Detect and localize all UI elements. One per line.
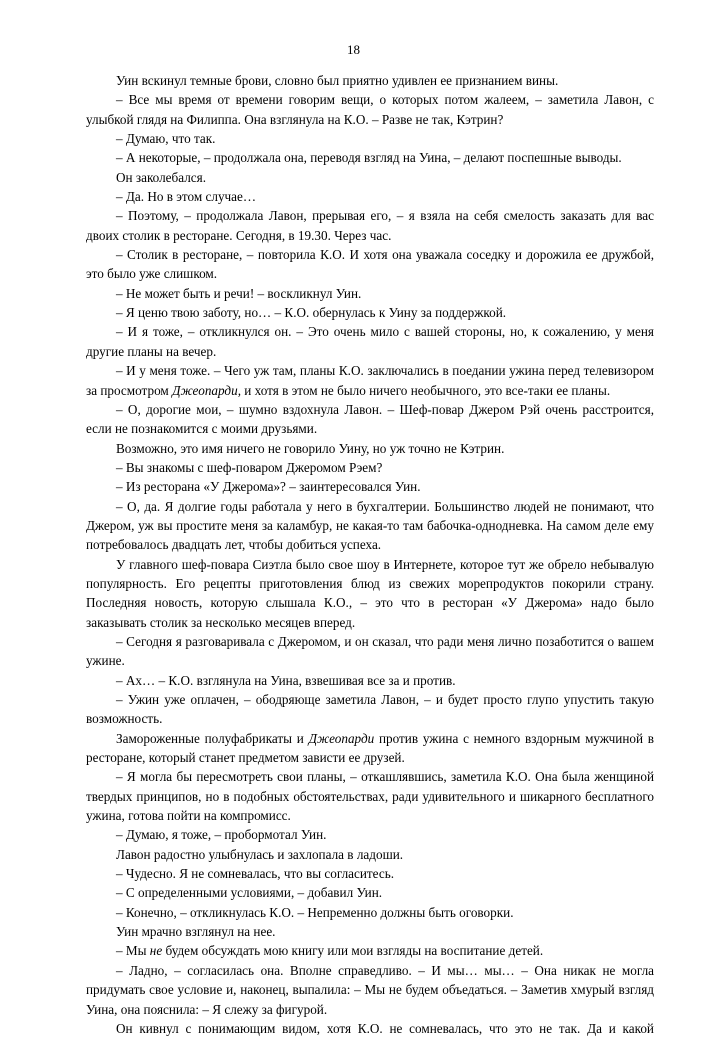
paragraph: – Я ценю твою заботу, но… – К.О. обернулась к Уину за поддержкой.: [116, 305, 507, 321]
paragraph: Лавон радостно улыбнулась и захлопала в ладоши.: [116, 846, 404, 862]
paragraph: – Думаю, я тоже, – пробормотал Уин.: [116, 827, 327, 843]
paragraph-text: – И у меня тоже. – Чего уж там, планы К.О. заключались в поедании ужина перед телевизором за просмотром: [86, 363, 654, 398]
paragraph: – С определенными условиями, – добавил Уин.: [116, 885, 383, 901]
paragraph: – Из ресторана «У Джерома»? – заинтересовался Уин.: [116, 479, 421, 495]
paragraph: Возможно, это имя ничего не говорило Уину, но уж точно не Кэтрин.: [116, 440, 505, 456]
body-text: [86, 71, 654, 1038]
paragraph-text: – Мы: [116, 943, 150, 959]
paragraph: – Не может быть и речи! – воскликнул Уин.: [116, 285, 362, 301]
paragraph: [86, 729, 654, 768]
paragraph: – Конечно, – откликнулась К.О. – Непременно должны быть оговорки.: [116, 904, 514, 920]
paragraph: – Вы знакомы с шеф-поваром Джеромом Рэем?: [116, 459, 383, 475]
paragraph: Уин вскинул темные брови, словно был приятно удивлен ее признанием вины.: [116, 73, 559, 88]
italic-text: Джеопарди,: [172, 382, 241, 398]
paragraph: – Столик в ресторане, – повторила К.О. И хотя она уважала соседку и дорожила ее дружбой, это было уже слишком.: [86, 247, 654, 282]
paragraph: Он кивнул с понимающим видом, хотя К.О. не сомневалась, что это не так. Да и какой: [116, 1020, 654, 1036]
paragraph: – Ладно, – согласилась она. Вполне справедливо. – И мы… мы… – Она никак не могла придумать свое условие и, наконец, выпалила: – Мы не будем объедаться. – Заметив хмурый взгляд Уина, она пояснила: – Я слежу за фигурой.: [86, 962, 654, 1017]
paragraph: У главного шеф-повара Сиэтла было свое шоу в Интернете, которое тут же обрело небывалую популярность. Его рецепты приготовления блюд из свежих морепродуктов покорили страну. Последняя новость, которую слышала К.О., – это что в ресторан «У Джерома» надо было заказывать столик за несколько месяцев вперед.: [86, 556, 654, 630]
page-number: 18: [347, 42, 360, 57]
paragraph: – И я тоже, – откликнулся он. – Это очень мило с вашей стороны, но, к сожалению, у меня другие планы на вечер.: [86, 324, 654, 359]
paragraph: – Ужин уже оплачен, – ободряюще заметила Лавон, – и будет просто глупо упустить такую возможность.: [86, 692, 654, 727]
italic-text: Джеопарди: [308, 730, 375, 746]
paragraph: – Все мы время от времени говорим вещи, о которых потом жалеем, – заметила Лавон, с улыбкой глядя на Филиппа. Она взглянула на К.О. – Разве не так, Кэтрин?: [86, 92, 654, 127]
italic-text: не: [149, 943, 163, 959]
paragraph: – Поэтому, – продолжала Лавон, прерывая его, – я взяла на себя смелость заказать для вас двоих столик в ресторане. Сегодня, в 19.30. Через час.: [86, 208, 654, 243]
paragraph: – Ах… – К.О. взглянула на Уина, взвешивая все за и против.: [116, 672, 456, 688]
paragraph: – Сегодня я разговаривала с Джеромом, и он сказал, что ради меня лично позаботится о вашем ужине.: [86, 633, 654, 669]
paragraph: Уин мрачно взглянул на нее.: [116, 924, 276, 940]
paragraph: – А некоторые, – продолжала она, переводя взгляд на Уина, – делают поспешные выводы.: [116, 150, 622, 166]
paragraph-text: против ужина с немного вздорным мужчиной в ресторане, который станет предметом зависти ее друзей.: [86, 730, 655, 766]
paragraph: – Чудесно. Я не сомневалась, что вы согласитесь.: [116, 866, 395, 882]
paragraph: – О, да. Я долгие годы работала у него в бухгалтерии. Большинство людей не понимают, что Джером, уж вы простите меня за каламбур, не какая-то там бабочка-однодневка. На самом деле ему потребовалось двадцать лет, чтобы добиться успеха.: [86, 498, 654, 553]
paragraph-text: будем обсуждать мою книгу или мои взгляды на воспитание детей.: [162, 943, 544, 959]
paragraph: – Я могла бы пересмотреть свои планы, – откашлявшись, заметила К.О. Она была женщиной твердых принципов, но в подобных обстоятельствах, ради удивительного и шикарного бесплатного ужина, готова пойти на компромисс.: [86, 769, 654, 824]
paragraph: – Думаю, что так.: [116, 131, 216, 147]
paragraph: [86, 941, 654, 960]
paragraph: Он заколебался.: [116, 169, 207, 185]
paragraph-text: и хотя в этом не было ничего необычного, это все-таки ее планы.: [241, 382, 611, 398]
paragraph: – О, дорогие мои, – шумно вздохнула Лавон. – Шеф-повар Джером Рэй очень расстроится, если не познакомится с моими друзьями.: [86, 401, 654, 437]
paragraph: [86, 361, 654, 400]
paragraph-text: Замороженные полуфабрикаты и: [116, 730, 309, 746]
paragraph: – Да. Но в этом случае…: [116, 189, 257, 205]
